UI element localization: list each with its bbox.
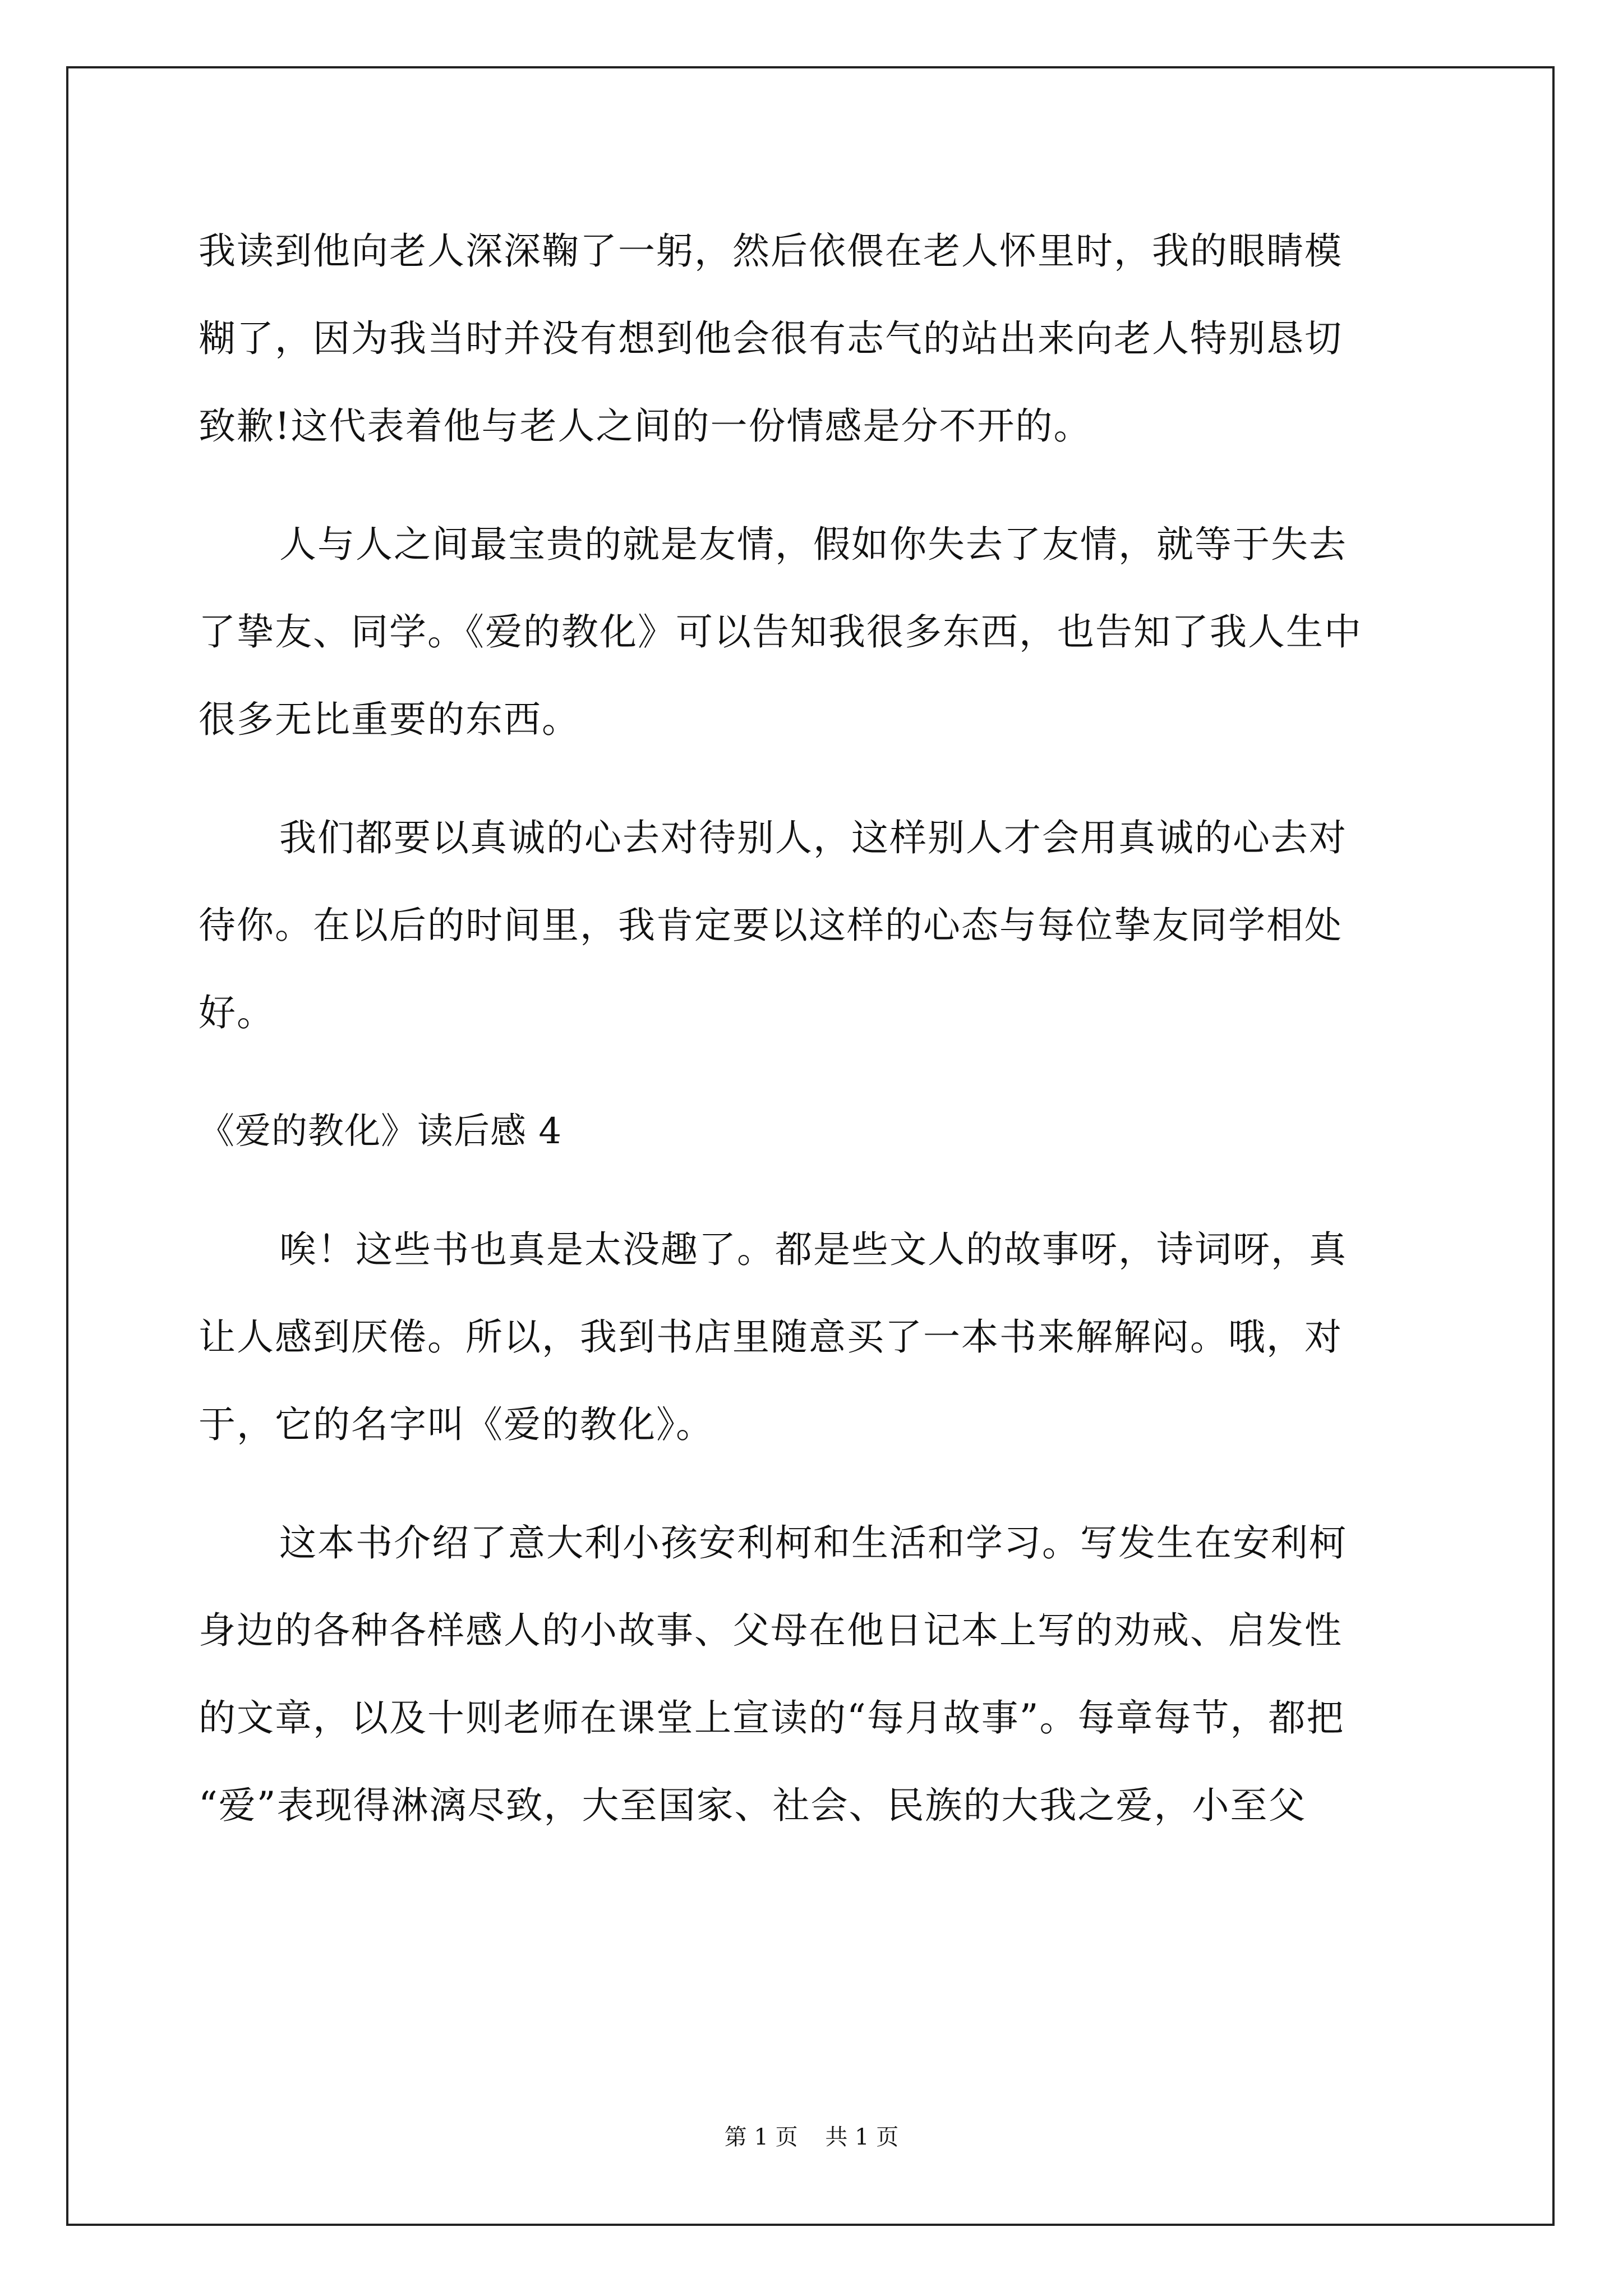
text-line: 身边的各种各样感人的小故事、父母在他日记本上写的劝戒、启发性 [199,1609,1343,1652]
paragraph [199,1206,1427,1469]
text-line: 于，它的名字叫《爱的教化》。 [199,1403,714,1446]
text-line: 我们都要以真诚的心去对待别人，这样别人才会用真诚的心去对 [279,816,1347,859]
paragraph [199,501,1427,763]
text-line: 我读到他向老人深深鞠了一躬，然后依偎在老人怀里时，我的眼睛模 [199,229,1343,273]
paragraph [199,794,1427,1057]
page-number: 第 1 页 [724,2124,798,2150]
text-line: “爱”表现得淋漓尽致，大至国家、社会、民族的大我之爱，小至父 [199,1784,1307,1827]
text-line: 的文章，以及十则老师在课堂上宣读的“每月故事”。每章每节，都把 [199,1696,1345,1740]
text-line: 糊了，因为我当时并没有想到他会很有志气的站出来向老人特别恳切 [199,317,1343,360]
paragraph [199,208,1427,470]
text-line: 这本书介绍了意大利小孩安利柯和生活和学习。写发生在安利柯 [279,1521,1347,1565]
text-line: 很多无比重要的东西。 [199,698,580,741]
text-line: 致歉!这代表着他与老人之间的一份情感是分不开的。 [199,404,1092,448]
page-footer [0,2120,1623,2154]
text-line: 好。 [199,991,275,1034]
text-line: 待你。在以后的时间里，我肯定要以这样的心态与每位挚友同学相处 [199,904,1343,947]
paragraph [199,1499,1427,1849]
page-total: 共 1 页 [825,2124,899,2150]
text-line: 了挚友、同学。《爱的教化》可以告知我很多东西，也告知了我人生中 [199,610,1362,654]
document-body [199,208,1427,1849]
text-line: 让人感到厌倦。所以，我到书店里随意买了一本书来解解闷。哦，对 [199,1315,1343,1359]
text-line: 唉！这些书也真是太没趣了。都是些文人的故事呀，诗词呀，真 [279,1228,1347,1271]
text-line: 人与人之间最宝贵的就是友情，假如你失去了友情，就等于失去 [279,523,1347,566]
section-heading: 《爱的教化》读后感 4 [199,1111,562,1152]
